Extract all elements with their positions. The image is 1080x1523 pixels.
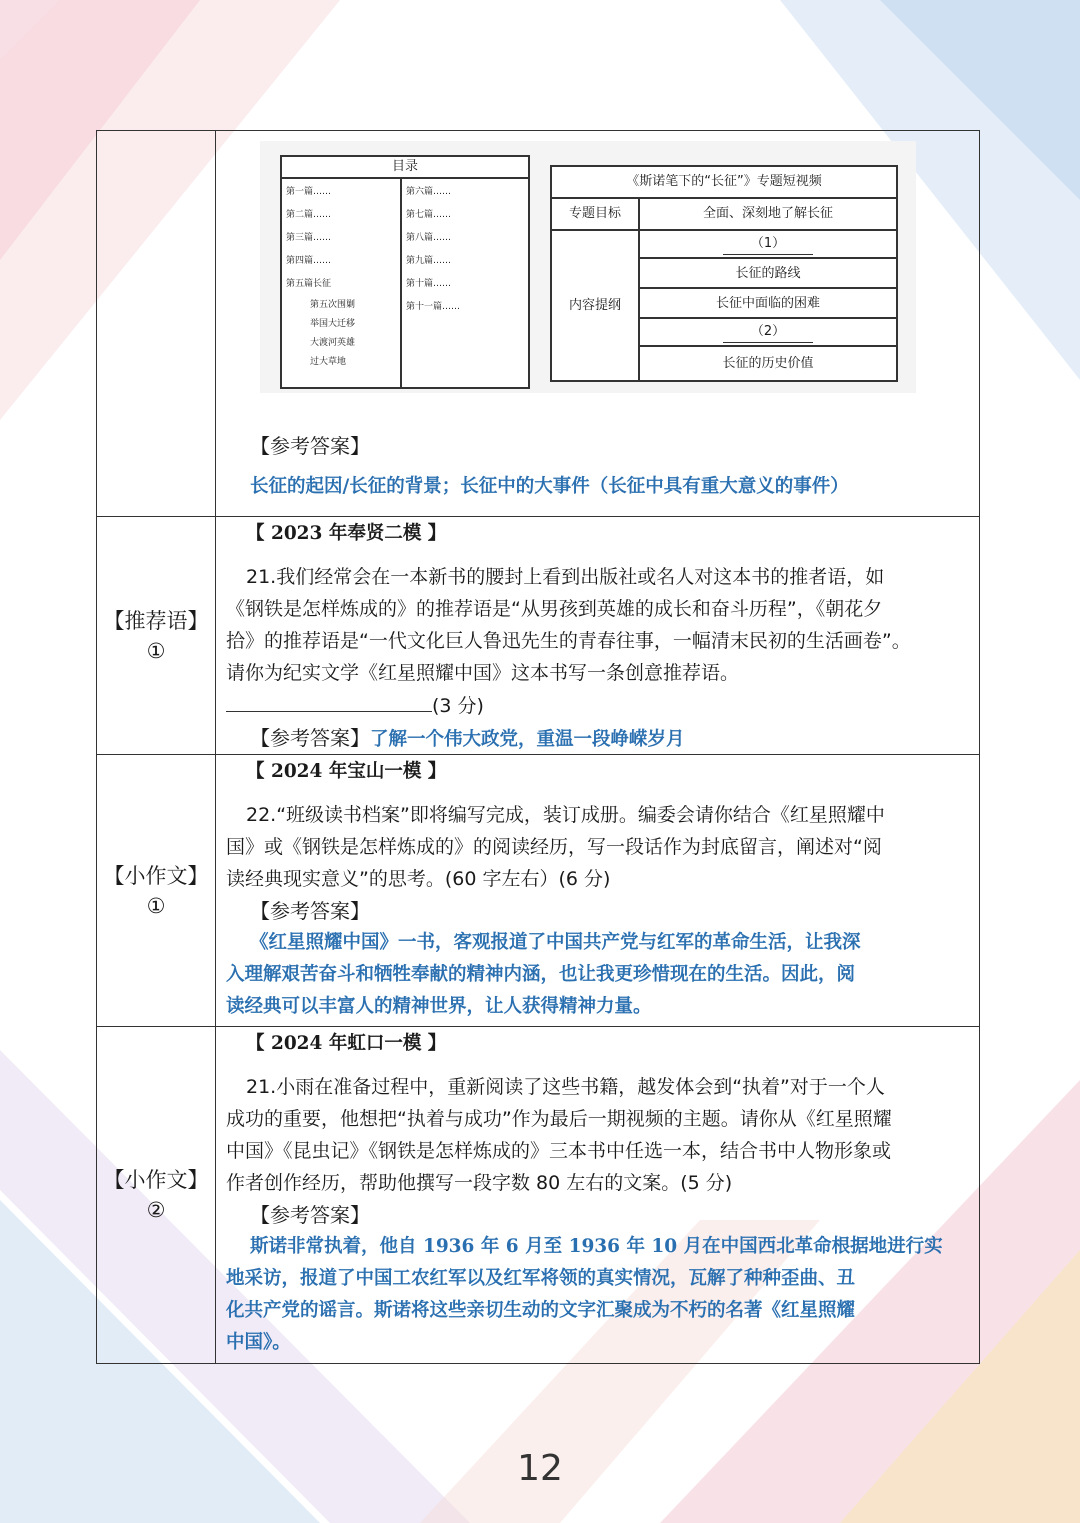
- row-content: [216, 1027, 980, 1364]
- answer-title: 【参考答案】: [250, 434, 370, 458]
- answer-row: [226, 722, 971, 754]
- row-content: [216, 517, 980, 755]
- table-row: [97, 755, 980, 1027]
- plan-item: 长征中面临的困难: [640, 289, 896, 319]
- plan-goal-row: [552, 199, 896, 231]
- row-label: [97, 755, 216, 1027]
- toc-box: [280, 155, 530, 389]
- score: (3 分): [432, 695, 484, 717]
- question-table: [96, 130, 980, 1364]
- plan-outline-items: [640, 231, 896, 380]
- toc-item: 第六篇……: [406, 187, 452, 197]
- plan-item: 长征的历史价值: [722, 356, 814, 371]
- question-line: 国》或《钢铁是怎样炼成的》的阅读经历，写一段话作为封底留言，阐述对“阅: [226, 836, 882, 858]
- video-plan-table: [550, 165, 898, 382]
- question-text: [226, 1071, 971, 1199]
- answer-line: 地采访，报道了中国工农红军以及红军将领的真实情况，瓦解了种种歪曲、丑: [226, 1268, 856, 1289]
- answer-title: 【参考答案】: [250, 726, 370, 750]
- table-row: [97, 131, 980, 517]
- toc-item: 第十篇……: [406, 279, 452, 289]
- question-line: 拾》的推荐语是“一代文化巨人鲁迅先生的青春往事，一幅清末民初的生活画卷”。: [226, 630, 911, 652]
- toc-divider: [400, 177, 402, 387]
- row-content: [216, 131, 980, 517]
- row-content: [216, 755, 980, 1027]
- answer-text: 长征的起因/长征的背景；长征中的大事件（长征中具有重大意义的事件）: [250, 476, 849, 497]
- toc-item: 第二篇……: [286, 210, 332, 220]
- toc-item: 第四篇……: [286, 256, 332, 266]
- row-label: [97, 1027, 216, 1364]
- question-line: 中国》《昆虫记》《钢铁是怎样炼成的》三本书中任选一本，结合书中人物形象或: [226, 1140, 892, 1162]
- table-row: [97, 517, 980, 755]
- answer-line: 入理解艰苦奋斗和牺牲奉献的精神内涵，也让我更珍惜现在的生活。因此，阅: [226, 964, 856, 985]
- plan-item: 长征的路线: [640, 259, 896, 289]
- plan-goal-value: 全面、深刻地了解长征: [702, 206, 833, 221]
- question-line: 《钢铁是怎样炼成的》的推荐语是“从男孩到英雄的成长和奋斗历程”，《朝花夕: [226, 598, 883, 620]
- toc-item: 第八篇……: [406, 233, 452, 243]
- label-text: 【小作文】: [103, 1168, 209, 1192]
- question-line: 作者创作经历，帮助他撰写一段字数 80 左右的文案。(5 分): [226, 1172, 733, 1194]
- plan-item: [640, 231, 896, 259]
- answer-title: 【参考答案】: [250, 899, 370, 923]
- label-number: ②: [146, 1198, 166, 1222]
- exam-source: 【 2023 年奉贤二模 】: [246, 523, 447, 544]
- toc-subitem: 过大草地: [310, 357, 347, 367]
- answer-line: 化共产党的谣言。斯诺将这些亲切生动的文字汇聚成为不朽的名著《红星照耀: [226, 1300, 856, 1321]
- answer-text: 了解一个伟大政党，重温一段峥嵘岁月: [370, 729, 685, 750]
- answer-line: 《红星照耀中国》一书，客观报道了中国共产党与红军的革命生活，让我深: [250, 932, 861, 953]
- plan-outline-label: 内容提纲: [552, 231, 640, 380]
- toc-item: 第一篇……: [286, 187, 332, 197]
- page-number: 12: [517, 1448, 563, 1489]
- question-text: [226, 799, 971, 895]
- blank-1: （1）: [723, 234, 813, 255]
- table-row: [97, 1027, 980, 1364]
- exam-source: 【 2024 年虹口一模 】: [246, 1033, 447, 1054]
- blank-2: （2）: [723, 322, 813, 343]
- answer-line: [226, 689, 971, 722]
- question-line: 读经典现实意义”的思考。(60 字左右）(6 分): [226, 868, 611, 890]
- plan-goal-label: 专题目标: [552, 199, 640, 229]
- toc-subitem: 大渡河英雄: [310, 338, 356, 348]
- answer-blank: [226, 689, 432, 712]
- toc-item: 第五篇长征: [286, 279, 332, 289]
- question-line: 成功的重要，他想把“执着与成功”作为最后一期视频的主题。请你从《红星照耀: [226, 1108, 892, 1130]
- label-number: ①: [146, 638, 166, 663]
- question-line: 请你为纪实文学《红星照耀中国》这本书写一条创意推荐语。: [226, 662, 740, 684]
- question-text: [226, 561, 971, 722]
- row-label-empty: [97, 131, 216, 517]
- toc-left-column: [286, 181, 355, 372]
- toc-item: 第十一篇……: [406, 302, 461, 312]
- row-label: [97, 517, 216, 755]
- reference-figure: [260, 141, 916, 393]
- exam-source: 【 2024 年宝山一模 】: [246, 761, 447, 782]
- question-line: 21.小雨在准备过程中，重新阅读了这些书籍，越发体会到“执着”对于一个人: [246, 1076, 885, 1098]
- plan-title: 《斯诺笔下的“长征”》专题短视频: [552, 167, 896, 199]
- question-line: 21.我们经常会在一本新书的腰封上看到出版社或名人对这本书的推者语，如: [246, 566, 885, 588]
- toc-item: 第九篇……: [406, 256, 452, 266]
- answer-text: [226, 927, 971, 1023]
- answer-title: 【参考答案】: [250, 1203, 370, 1227]
- label-number: ①: [146, 893, 166, 918]
- answer-line: 斯诺非常执着，他自 1936 年 6 月至 1936 年 10 月在中国西北革命根据地进行实: [250, 1236, 943, 1257]
- answer-line: 中国》。: [226, 1332, 291, 1353]
- toc-subitem: 举国大迁移: [310, 319, 356, 329]
- toc-item: 第三篇……: [286, 233, 332, 243]
- toc-item: 第七篇……: [406, 210, 452, 220]
- label-text: 【推荐语】: [103, 608, 209, 633]
- toc-subitem: 第五次围剿: [310, 300, 356, 310]
- toc-title: 目录: [282, 157, 528, 179]
- question-line: 22.“班级读书档案”即将编写完成，装订成册。编委会请你结合《红星照耀中: [246, 804, 885, 826]
- answer-text: [226, 1231, 971, 1359]
- plan-item: [640, 319, 896, 347]
- label-text: 【小作文】: [103, 863, 209, 888]
- answer-line: 读经典可以丰富人的精神世界，让人获得精神力量。: [226, 996, 652, 1017]
- toc-right-column: [406, 181, 460, 319]
